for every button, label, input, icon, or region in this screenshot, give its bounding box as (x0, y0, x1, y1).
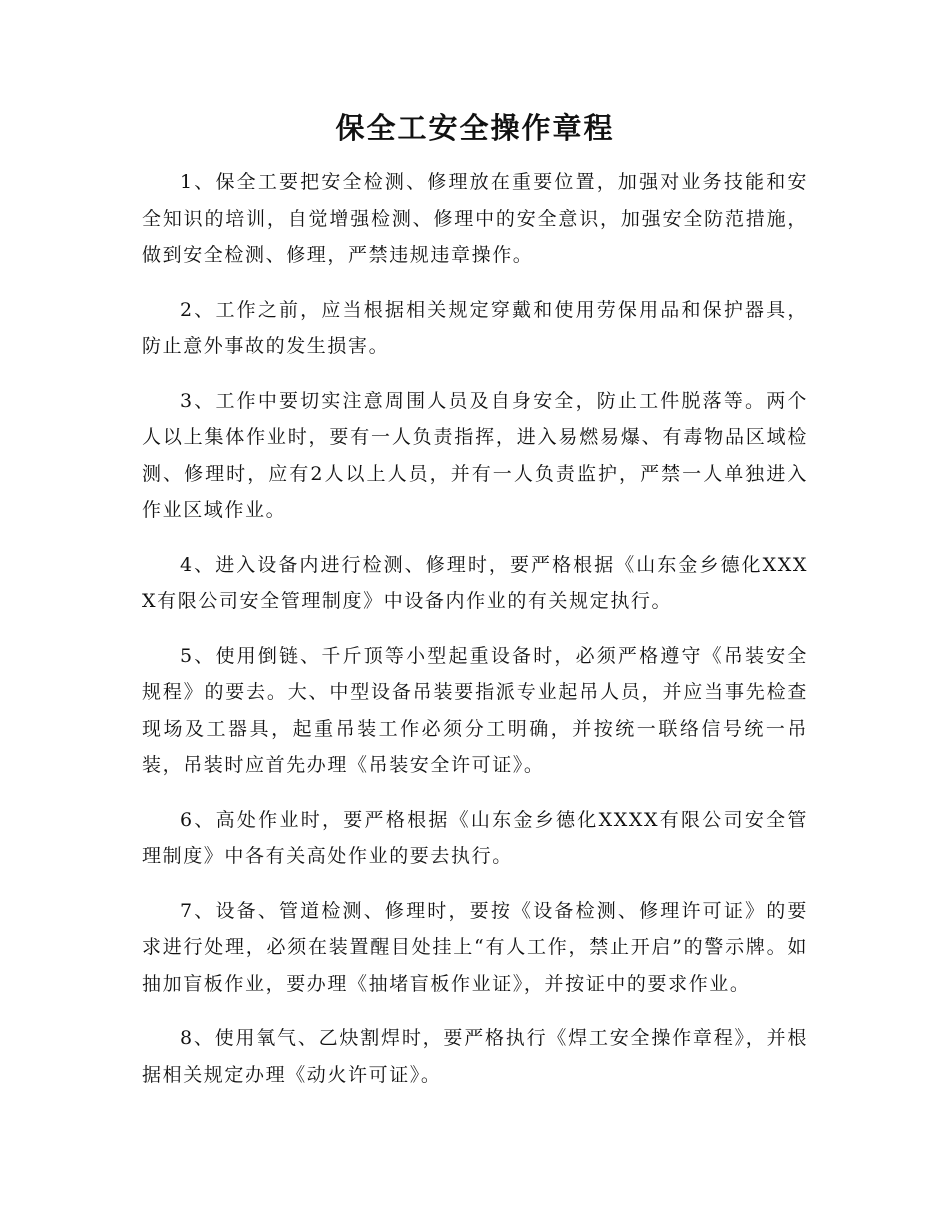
paragraph-7: 7、设备、管道检测、修理时，要按《设备检测、修理许可证》的要求进行处理，必须在装置醒目处挂上“有人工作，禁止开启”的警示牌。如抽加盲板作业，要办理《抽堵盲板作业证》，并按证中的要求作业。 (142, 899, 808, 995)
paragraph-6: 6、高处作业时，要严格根据《山东金乡德化XXXX有限公司安全管理制度》中各有关高处作业的要去执行。 (142, 808, 808, 867)
page-title: 保全工安全操作章程 (335, 111, 615, 145)
paragraph-4: 4、进入设备内进行检测、修理时，要严格根据《山东金乡德化XXXX有限公司安全管理制度》中设备内作业的有关规定执行。 (142, 553, 808, 612)
paragraph-8: 8、使用氧气、乙炔割焊时，要严格执行《焊工安全操作章程》，并根据相关规定办理《动火许可证》。 (142, 1027, 808, 1086)
paragraph-1: 1、保全工要把安全检测、修理放在重要位置，加强对业务技能和安全知识的培训，自觉增强检测、修理中的安全意识，加强安全防范措施，做到安全检测、修理，严禁违规违章操作。 (142, 171, 808, 266)
paragraph-2: 2、工作之前，应当根据相关规定穿戴和使用劳保用品和保护器具，防止意外事故的发生损害。 (142, 298, 808, 357)
document-body (142, 164, 808, 1111)
paragraph-3: 3、工作中要切实注意周围人员及自身安全，防止工件脱落等。两个人以上集体作业时，要有一人负责指挥，进入易燃易爆、有毒物品区域检测、修理时，应有2人以上人员，并有一人负责监护，严禁一人单独进入作业区域作业。 (142, 389, 808, 521)
paragraph-5: 5、使用倒链、千斤顶等小型起重设备时，必须严格遵守《吊装安全规程》的要去。大、中型设备吊装要指派专业起吊人员，并应当事先检查现场及工器具，起重吊装工作必须分工明确，并按统一联络信号统一吊装，吊装时应首先办理《吊装安全许可证》。 (142, 644, 808, 776)
